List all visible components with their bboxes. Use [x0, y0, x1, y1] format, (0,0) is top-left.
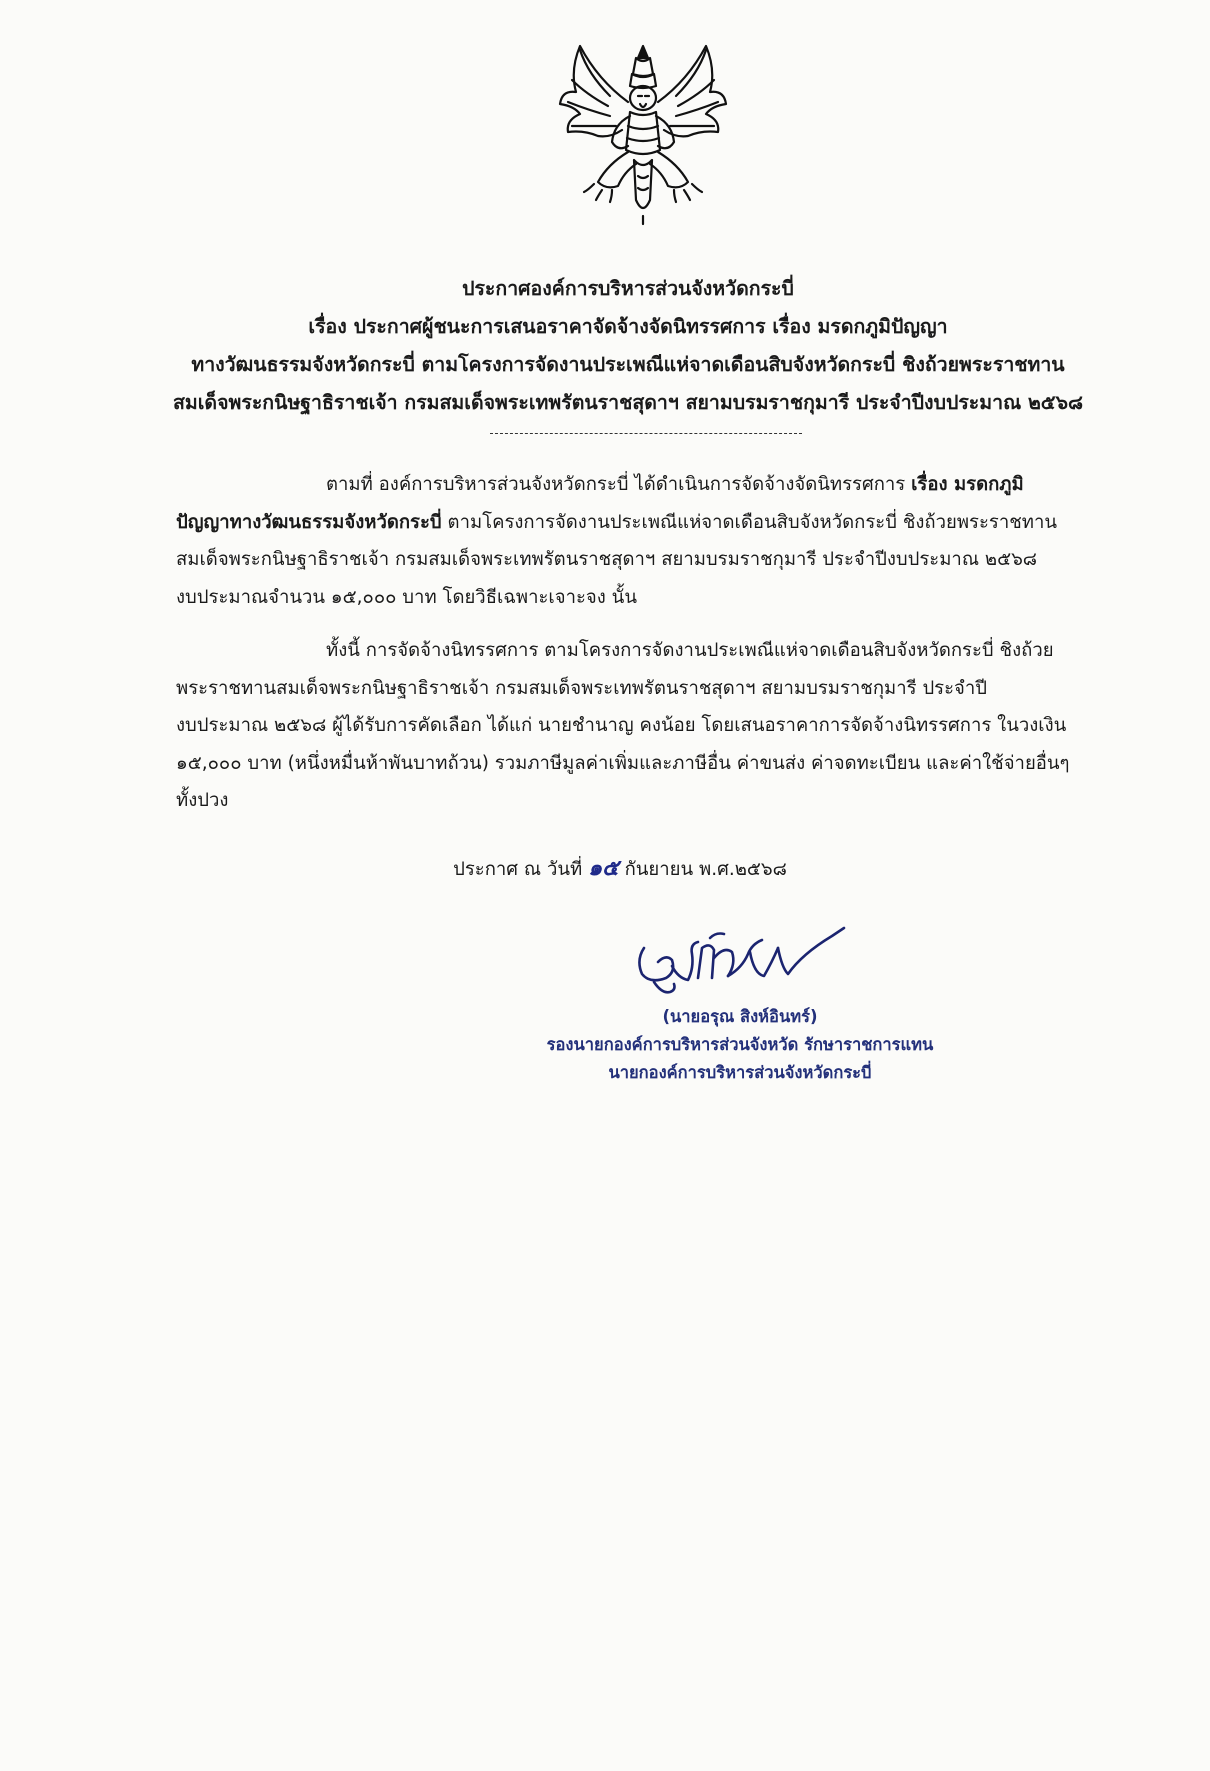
garuda-emblem-icon	[558, 40, 728, 226]
paragraph-1-row-2	[176, 504, 1112, 542]
header-divider	[490, 433, 802, 434]
paragraph-1-row-3: สมเด็จพระกนิษฐาธิราชเจ้า กรมสมเด็จพระเทพรัตนราชสุดาฯ สยามบรมราชกุมารี ประจำปีงบประมาณ ๒๕๖๘	[176, 549, 1038, 570]
date-day: ๑๕	[588, 856, 619, 881]
header-subject-line1: เรื่อง ประกาศผู้ชนะการเสนอราคาจัดจ้างจัดนิทรรศการ เรื่อง มรดกภูมิปัญญา	[308, 315, 948, 338]
paragraph-1-text: ตามที่ องค์การบริหารส่วนจังหวัดกระบี่ ได้ดำเนินการจัดจ้างจัดนิทรรศการ	[326, 474, 912, 495]
header-subject-line2: ทางวัฒนธรรมจังหวัดกระบี่ ตามโครงการจัดงานประเพณีแห่จาดเดือนสิบจังหวัดกระบี่ ชิงถ้วยพระราชทาน	[191, 353, 1065, 376]
signatory-name: (นายอรุณ สิงห์อินทร์)	[662, 1007, 818, 1026]
announcement-header	[150, 270, 1106, 422]
signatory-position-1: รองนายกองค์การบริหารส่วนจังหวัด รักษาราชการแทน	[546, 1035, 934, 1054]
paragraph-1-emphasis: เรื่อง มรดกภูมิ	[911, 474, 1024, 495]
announcement-date	[0, 850, 1210, 889]
paragraph-1-row-4: งบประมาณจำนวน ๑๕,๐๐๐ บาท โดยวิธีเฉพาะเจาะจง นั้น	[176, 586, 637, 608]
signatory-position-2: นายกองค์การบริหารส่วนจังหวัดกระบี่	[608, 1063, 872, 1082]
date-suffix: กันยายน พ.ศ.๒๕๖๘	[618, 859, 787, 880]
paragraph-2-row-1: ทั้งนี้ การจัดจ้างนิทรรศการ ตามโครงการจัดงานประเพณีแห่จาดเดือนสิบจังหวัดกระบี่ ชิงถ้วย	[326, 640, 1054, 661]
paragraph-2-row-5: ทั้งปวง	[176, 790, 229, 811]
paragraph-2-row-2: พระราชทานสมเด็จพระกนิษฐาธิราชเจ้า กรมสมเด็จพระเทพรัตนราชสุดาฯ สยามบรมราชกุมารี ประจำปี	[176, 677, 988, 699]
header-subject-line3: สมเด็จพระกนิษฐาธิราชเจ้า กรมสมเด็จพระเทพรัตนราชสุดาฯ สยามบรมราชกุมารี ประจำปีงบประมาณ ๒๕๖๘	[173, 391, 1083, 414]
date-prefix: ประกาศ ณ วันที่	[453, 859, 589, 880]
paragraph-2-row-3: งบประมาณ ๒๕๖๘ ผู้ได้รับการคัดเลือก ได้แก่ นายชำนาญ คงน้อย โดยเสนอราคาการจัดจ้างนิทรรศการ ในวงเงิน	[176, 715, 1067, 736]
signatory-block	[520, 1003, 960, 1087]
header-organization: ประกาศองค์การบริหารส่วนจังหวัดกระบี่	[462, 277, 794, 300]
paragraph-1-emphasis: ปัญญาทางวัฒนธรรมจังหวัดกระบี่	[176, 511, 442, 533]
paragraph-2-row-4: ๑๕,๐๐๐ บาท (หนึ่งหมื่นห้าพันบาทถ้วน) รวมภาษีมูลค่าเพิ่มและภาษีอื่น ค่าขนส่ง ค่าจดทะเบียน และค่าใช้จ่ายอื่นๆ	[176, 752, 1070, 774]
paragraph-1-row-1	[176, 466, 1112, 504]
paragraph-2	[176, 632, 1112, 820]
handwritten-signature-icon	[632, 918, 852, 1000]
paragraph-1-text: ตามโครงการจัดงานประเพณีแห่จาดเดือนสิบจังหวัดกระบี่ ชิงถ้วยพระราชทาน	[441, 511, 1058, 533]
paragraph-1	[176, 466, 1112, 616]
